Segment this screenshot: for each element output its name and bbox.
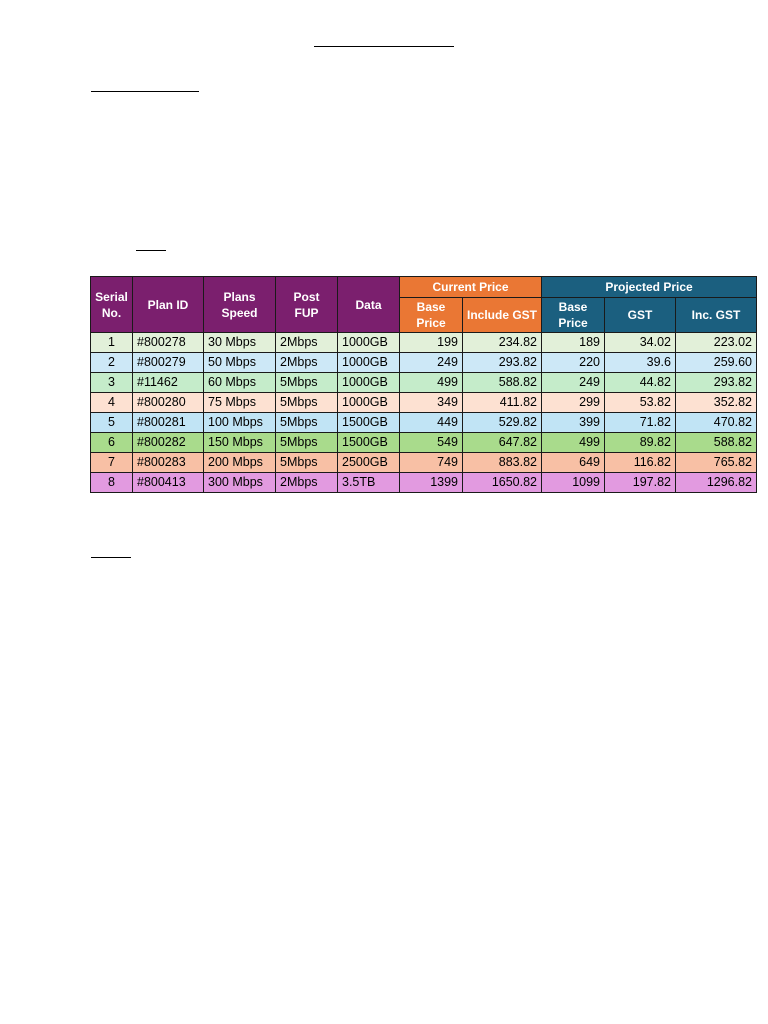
cell-post-fup: 2Mbps [276, 473, 338, 493]
cell-data: 1000GB [338, 333, 400, 353]
cell-projected-base-price: 249 [542, 373, 605, 393]
cell-serial: 1 [91, 333, 133, 353]
cell-current-include-gst: 883.82 [463, 453, 542, 473]
cell-current-include-gst: 529.82 [463, 413, 542, 433]
header-current-price: Current Price [400, 277, 542, 298]
note-underline [91, 557, 131, 558]
table-row [91, 373, 757, 393]
cell-projected-gst: 116.82 [605, 453, 676, 473]
table-row [91, 353, 757, 373]
cell-plans-speed: 75 Mbps [204, 393, 276, 413]
header-plan-id: Plan ID [133, 277, 204, 333]
table-row [91, 473, 757, 493]
cell-current-include-gst: 647.82 [463, 433, 542, 453]
cell-current-base-price: 499 [400, 373, 463, 393]
cell-data: 3.5TB [338, 473, 400, 493]
cell-projected-base-price: 1099 [542, 473, 605, 493]
table-row [91, 413, 757, 433]
plans-price-table [90, 276, 757, 493]
header-post-fup: Post FUP [276, 277, 338, 333]
plans-table-body [91, 333, 757, 493]
cell-plans-speed: 150 Mbps [204, 433, 276, 453]
cell-data: 1000GB [338, 353, 400, 373]
cell-post-fup: 5Mbps [276, 453, 338, 473]
cell-projected-inc-gst: 1296.82 [676, 473, 757, 493]
cell-serial: 3 [91, 373, 133, 393]
cell-plan-id: #800413 [133, 473, 204, 493]
cell-plans-speed: 200 Mbps [204, 453, 276, 473]
cell-data: 1000GB [338, 393, 400, 413]
header-projected-inc-gst: Inc. GST [676, 298, 757, 333]
cell-projected-inc-gst: 588.82 [676, 433, 757, 453]
header-data: Data [338, 277, 400, 333]
cell-data: 1000GB [338, 373, 400, 393]
cell-serial: 4 [91, 393, 133, 413]
cell-post-fup: 5Mbps [276, 393, 338, 413]
header-projected-base-price: Base Price [542, 298, 605, 333]
cell-projected-gst: 197.82 [605, 473, 676, 493]
cell-current-base-price: 1399 [400, 473, 463, 493]
cell-current-include-gst: 234.82 [463, 333, 542, 353]
cell-projected-inc-gst: 259.60 [676, 353, 757, 373]
header-projected-gst: GST [605, 298, 676, 333]
cell-post-fup: 2Mbps [276, 333, 338, 353]
cell-projected-base-price: 399 [542, 413, 605, 433]
cell-plan-id: #800278 [133, 333, 204, 353]
header-current-base-price: Base Price [400, 298, 463, 333]
cell-plan-id: #800282 [133, 433, 204, 453]
cell-plan-id: #11462 [133, 373, 204, 393]
cell-projected-base-price: 220 [542, 353, 605, 373]
cell-post-fup: 5Mbps [276, 373, 338, 393]
cell-current-base-price: 349 [400, 393, 463, 413]
cell-post-fup: 2Mbps [276, 353, 338, 373]
cell-current-include-gst: 588.82 [463, 373, 542, 393]
cell-projected-gst: 89.82 [605, 433, 676, 453]
cell-plan-id: #800280 [133, 393, 204, 413]
cell-projected-base-price: 189 [542, 333, 605, 353]
cell-current-base-price: 449 [400, 413, 463, 433]
cell-serial: 5 [91, 413, 133, 433]
cell-projected-gst: 44.82 [605, 373, 676, 393]
cell-plans-speed: 300 Mbps [204, 473, 276, 493]
cell-current-base-price: 249 [400, 353, 463, 373]
header-projected-price: Projected Price [542, 277, 757, 298]
cell-serial: 8 [91, 473, 133, 493]
cell-projected-inc-gst: 765.82 [676, 453, 757, 473]
cell-projected-inc-gst: 470.82 [676, 413, 757, 433]
cell-projected-gst: 71.82 [605, 413, 676, 433]
heading-underline [91, 91, 199, 92]
cell-projected-base-price: 649 [542, 453, 605, 473]
short-underline [136, 250, 166, 251]
cell-plans-speed: 50 Mbps [204, 353, 276, 373]
cell-data: 1500GB [338, 433, 400, 453]
cell-current-base-price: 749 [400, 453, 463, 473]
cell-current-base-price: 199 [400, 333, 463, 353]
cell-projected-gst: 34.02 [605, 333, 676, 353]
cell-plans-speed: 100 Mbps [204, 413, 276, 433]
cell-post-fup: 5Mbps [276, 433, 338, 453]
cell-current-include-gst: 293.82 [463, 353, 542, 373]
cell-projected-base-price: 499 [542, 433, 605, 453]
cell-projected-inc-gst: 293.82 [676, 373, 757, 393]
cell-projected-inc-gst: 352.82 [676, 393, 757, 413]
title-underline [314, 46, 454, 47]
cell-plans-speed: 60 Mbps [204, 373, 276, 393]
cell-data: 1500GB [338, 413, 400, 433]
cell-serial: 2 [91, 353, 133, 373]
cell-current-include-gst: 1650.82 [463, 473, 542, 493]
header-serial-no: Serial No. [91, 277, 133, 333]
table-row [91, 393, 757, 413]
cell-plan-id: #800283 [133, 453, 204, 473]
table-row [91, 453, 757, 473]
cell-projected-base-price: 299 [542, 393, 605, 413]
cell-serial: 6 [91, 433, 133, 453]
header-current-include-gst: Include GST [463, 298, 542, 333]
cell-projected-gst: 53.82 [605, 393, 676, 413]
cell-serial: 7 [91, 453, 133, 473]
cell-current-base-price: 549 [400, 433, 463, 453]
table-row [91, 433, 757, 453]
cell-plan-id: #800279 [133, 353, 204, 373]
header-plans-speed: Plans Speed [204, 277, 276, 333]
cell-projected-inc-gst: 223.02 [676, 333, 757, 353]
cell-post-fup: 5Mbps [276, 413, 338, 433]
cell-projected-gst: 39.6 [605, 353, 676, 373]
cell-current-include-gst: 411.82 [463, 393, 542, 413]
cell-plans-speed: 30 Mbps [204, 333, 276, 353]
cell-data: 2500GB [338, 453, 400, 473]
cell-plan-id: #800281 [133, 413, 204, 433]
table-row [91, 333, 757, 353]
